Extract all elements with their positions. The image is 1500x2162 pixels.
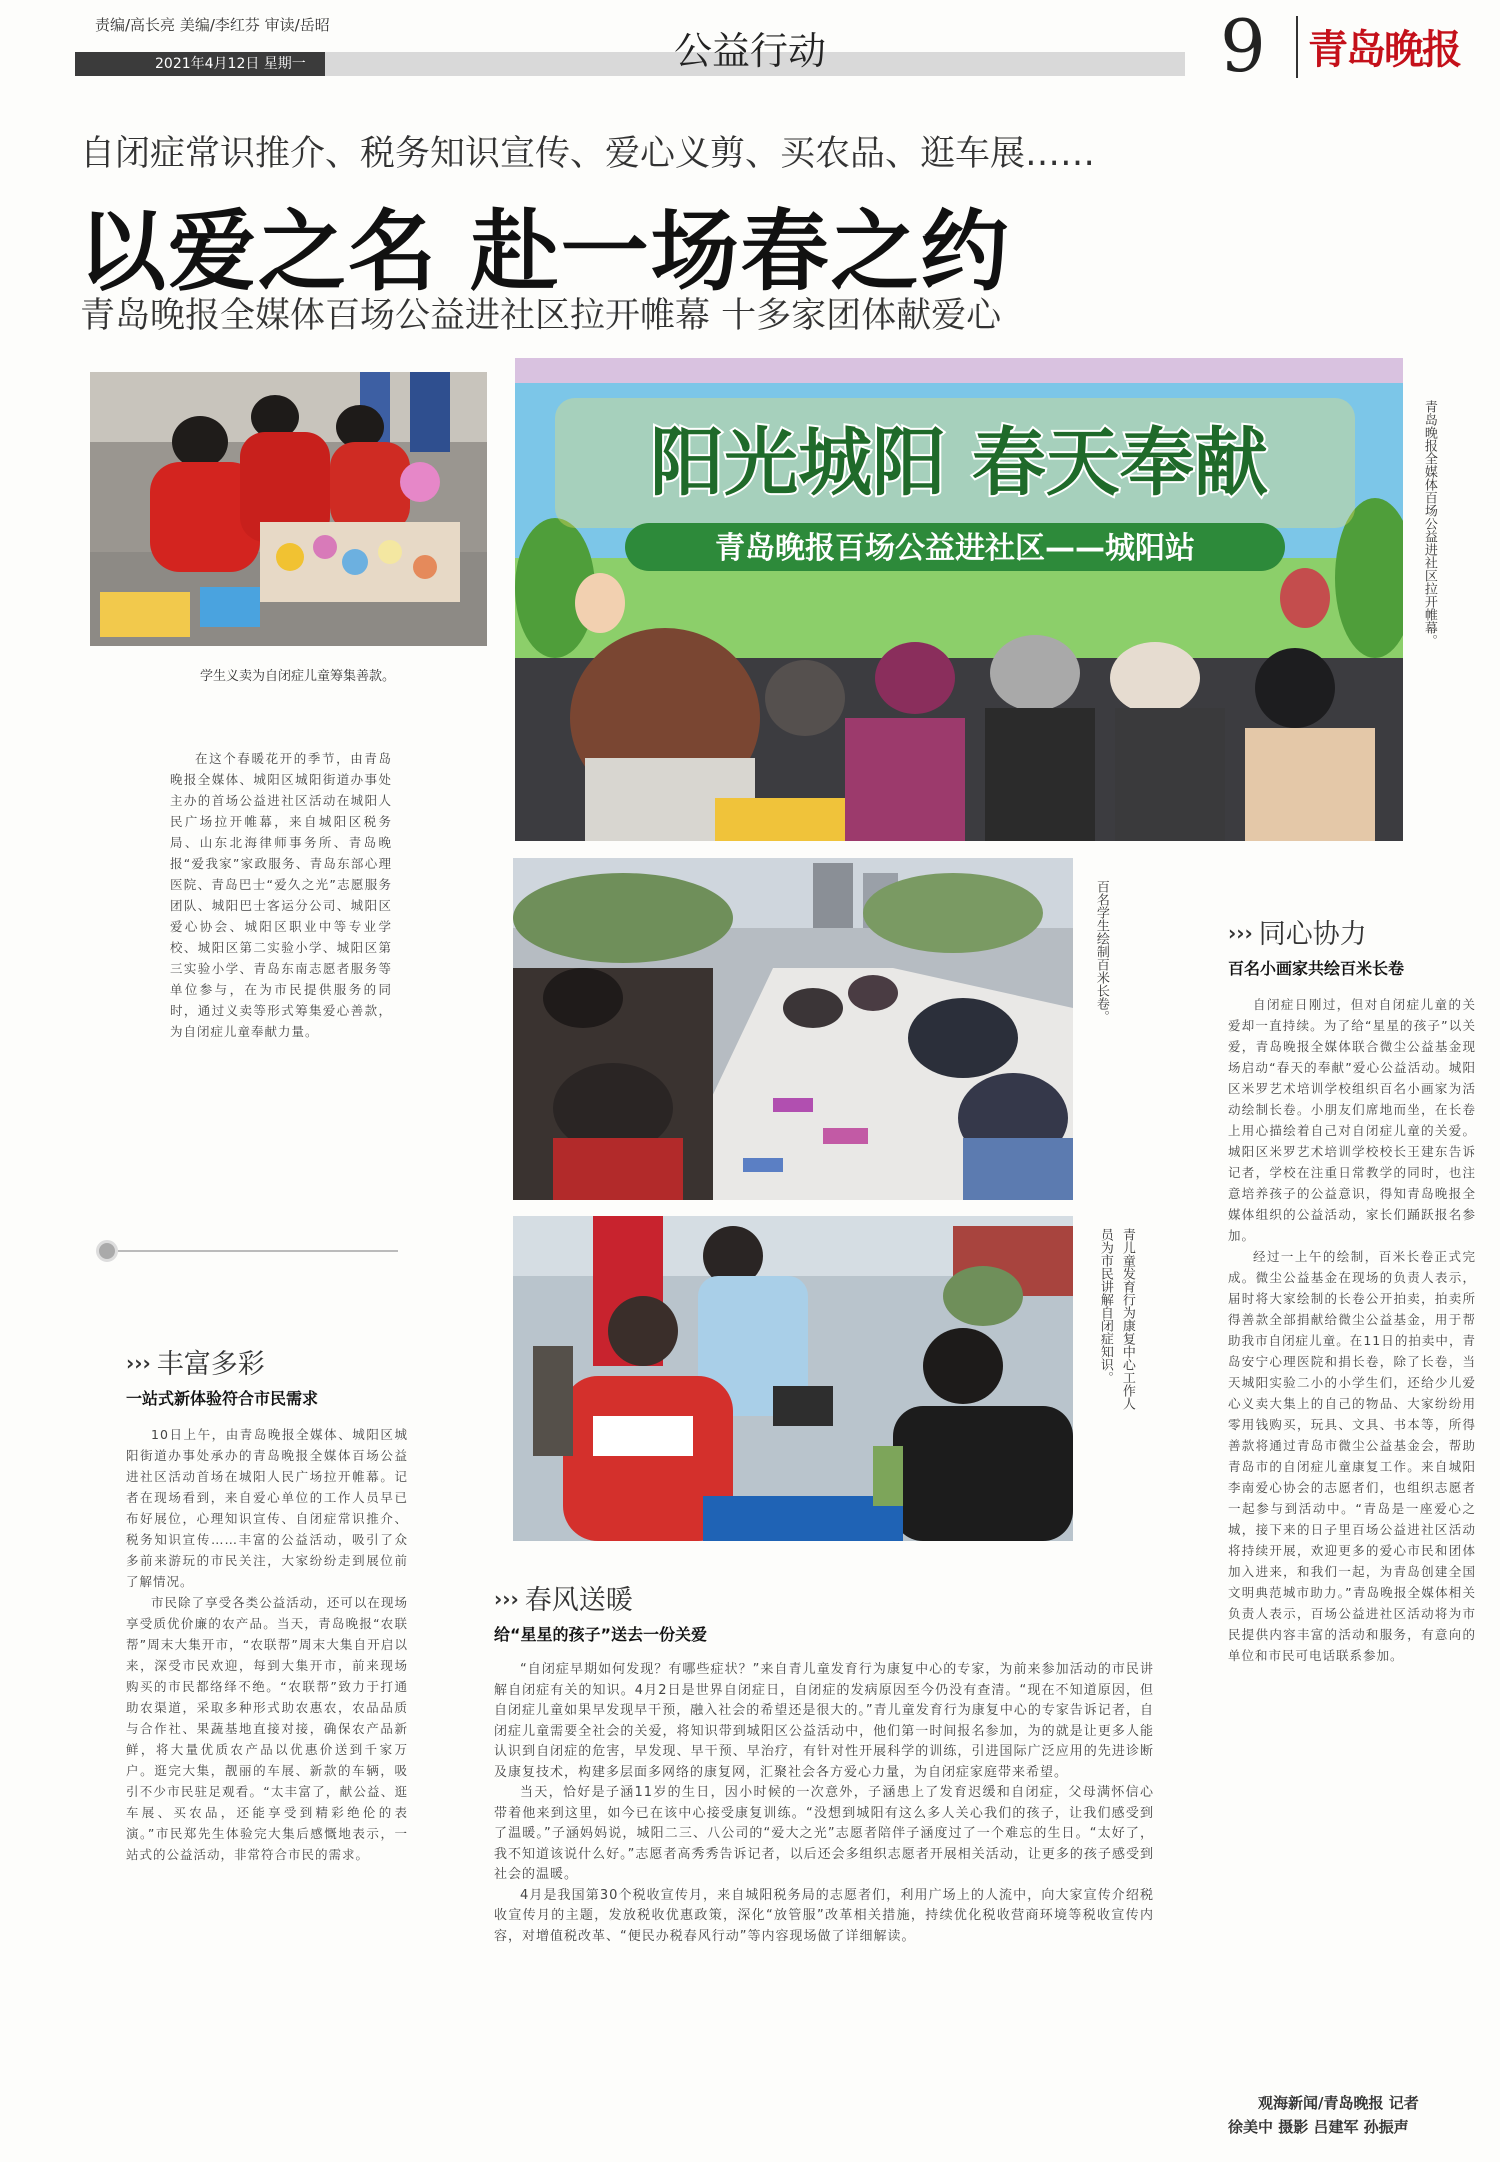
section1-title bbox=[126, 1342, 265, 1381]
photo-main-banner-image bbox=[515, 358, 1403, 841]
photo-student-sale bbox=[90, 372, 487, 646]
section2-paragraph: “自闭症早期如何发现？有哪些症状？”来自青儿童发育行为康复中心的专家，为前来参加活动的市民讲解自闭症有关的知识。4月2日是世界自闭症日，自闭症的发病原因至今仍没有查清。“现在不知道原因，但自闭症儿童如果早发现早干预，融入社会的希望还是很大的。”青儿童发育行为康复中心的专家告诉记者，自闭症儿童需要全社会的关爱，将知识带到城阳区公益活动中，他们第一时间报名参加，为的就是让更多人能认识到自闭症的危害，早发现、早干预、早治疗，有针对性开展科学的训练，引进国际广泛应用的先进诊断及康复技术，构建多层面多网络的康复网，汇聚社会各方爱心力量，为自闭症家庭带来希望。 bbox=[494, 1662, 1154, 1780]
section3-title-text: 同心协力 bbox=[1258, 919, 1367, 950]
header-divider bbox=[1296, 16, 1298, 78]
photo-main-banner bbox=[515, 358, 1403, 841]
photo-autism-info-caption-1: 青儿童发育行为康复中心工作人 bbox=[1119, 1228, 1135, 1410]
chevron-icon: ››› bbox=[494, 1587, 519, 1611]
page-number: 9 bbox=[1220, 4, 1266, 88]
photo-student-sale-image bbox=[90, 372, 487, 646]
section3-paragraph: 经过一上午的绘制，百米长卷正式完成。微尘公益基金在现场的负责人表示，届时将大家绘制的长卷公开拍卖，拍卖所得善款全部捐献给微尘公益基金，用于帮助我市自闭症儿童。在11日的拍卖中，青岛安宁心理医院和捐长卷，除了长卷，当天城阳实验二小的小学生们，还给少儿爱心义卖大集上的自己的物品、大家纷纷用零用钱购买，玩具、文具、书本等，所得善款将通过青岛市微尘公益基金会，帮助青岛市的自闭症儿童康复工作。来自城阳李南爱心协会的志愿者们，也组织志愿者一起参与到活动中。“青岛是一座爱心之城，接下来的日子里百场公益进社区活动将持续开展，欢迎更多的爱心市民和团体加入进来，和我们一起，为青岛创建全国文明典范城市助力。”青岛晚报全媒体相关负责人表示，百场公益进社区活动将为市民提供内容丰富的活动和服务，有意向的单位和市民可电话联系参加。 bbox=[1228, 1249, 1476, 1663]
section2-title-text: 春风送暖 bbox=[524, 1585, 633, 1616]
section2-title bbox=[494, 1578, 633, 1617]
section2-paragraph: 当天，恰好是子涵11岁的生日，因小时候的一次意外，子涵患上了发育迟缓和自闭症，父母满怀信心带着他来到这里，如今已在该中心接受康复训练。“没想到城阳有这么多人关心我们的孩子，让我们感受到了温暖。”子涵妈妈说，城阳二三、八公司的“爱大之光”志愿者陪伴子涵度过了一个难忘的生日。“太好了，我不知道该说什么好。”志愿者高秀秀告诉记者，以后还会多组织志愿者开展相关活动，让更多的孩子感受到社会的温暖。 bbox=[494, 1785, 1154, 1882]
intro-column bbox=[170, 748, 392, 1198]
chevron-icon: ››› bbox=[1228, 921, 1253, 945]
photo-autism-info bbox=[513, 1216, 1073, 1541]
section3-body bbox=[1228, 994, 1476, 2084]
section-title: 公益行动 bbox=[673, 29, 826, 73]
headline-kicker: 自闭症常识推介、税务知识宣传、爱心义剪、买农品、逛车展…… bbox=[80, 134, 1096, 174]
section-divider-line bbox=[118, 1250, 398, 1252]
photo-student-sale-caption: 学生义卖为自闭症儿童筹集善款。 bbox=[200, 669, 396, 684]
photo-autism-info-image bbox=[513, 1216, 1073, 1541]
byline-reporter: 观海新闻/青岛晚报 记者 bbox=[1258, 2094, 1419, 2112]
main-headline: 以爱之名 赴一场春之约 bbox=[78, 200, 1011, 303]
photo-scroll-painting bbox=[513, 858, 1073, 1200]
section3-paragraph: 自闭症日刚过，但对自闭症儿童的关爱却一直持续。为了给“星星的孩子”以关爱，青岛晚报全媒体联合微尘公益基金现场启动“春天的奉献”爱心公益活动。城阳区米罗艺术培训学校组织百名小画家为活动绘制长卷。小朋友们席地而坐，在长卷上用心描绘着自己对自闭症儿童的关爱。城阳区米罗艺术培训学校校长王建东告诉记者，学校在注重日常教学的同时，也注意培养孩子的公益意识，得知青岛晚报全媒体组织的公益活动，家长们踊跃报名参加。 bbox=[1228, 997, 1476, 1243]
sub-headline: 青岛晚报全媒体百场公益进社区拉开帷幕 十多家团体献爱心 bbox=[80, 296, 1002, 336]
photo-main-banner-caption: 青岛晚报全媒体百场公益进社区拉开帷幕。 bbox=[1421, 400, 1437, 647]
section1-paragraph: 市民除了享受各类公益活动，还可以在现场享受质优价廉的农产品。当天，青岛晚报“农联帮”周末大集开市，“农联帮”周末大集自开启以来，深受市民欢迎，每到大集开市，前来现场购买的市民都络绎不绝。“农联帮”致力于打通助农渠道，采取多种形式助农惠农，农品品质与合作社、果蔬基地直接对接，确保农产品新鲜，将大量优质农产品以优惠价送到千家万户。逛完大集，靓丽的车展、新款的车辆，吸引不少市民驻足观看。“太丰富了，献公益、逛车展、买农品，还能享受到精彩绝伦的表演。”市民郑先生体验完大集后感慨地表示，一站式的公益活动，非常符合市民的需求。 bbox=[126, 1595, 408, 1862]
section2-subtitle: 给“星星的孩子”送去一份关爱 bbox=[494, 1625, 708, 1644]
photo-autism-info-caption-2: 员为市民讲解自闭症知识。 bbox=[1097, 1228, 1113, 1384]
section1-subtitle: 一站式新体验符合市民需求 bbox=[126, 1389, 319, 1408]
section3-subtitle: 百名小画家共绘百米长卷 bbox=[1228, 959, 1405, 978]
section1-body bbox=[126, 1424, 408, 2142]
byline-photographers: 徐美中 摄影 吕建军 孙振声 bbox=[1228, 2118, 1409, 2136]
section1-paragraph: 10日上午，由青岛晚报全媒体、城阳区城阳街道办事处承办的青岛晚报全媒体百场公益进社区活动首场在城阳人民广场拉开帷幕。记者在现场看到，来自爱心单位的工作人员早已布好展位，心理知识宣传、自闭症常识推介、税务知识宣传……丰富的公益活动，吸引了众多前来游玩的市民关注，大家纷纷走到展位前了解情况。 bbox=[126, 1427, 408, 1589]
section2-paragraph: 4月是我国第30个税收宣传月，来自城阳税务局的志愿者们，利用广场上的人流中，向大家宣传介绍税收宣传月的主题，发放税收优惠政策，深化“放管服”改革相关措施，持续优化税收营商环境等税收宣传内容，对增值税改革、“便民办税春风行动”等内容现场做了详细解读。 bbox=[494, 1887, 1154, 1944]
section3-title bbox=[1228, 912, 1367, 951]
issue-date: 2021年4月12日 星期一 bbox=[75, 52, 325, 76]
photo-scroll-painting-caption: 百名学生绘制百米长卷。 bbox=[1093, 880, 1109, 1023]
newspaper-logo: 青岛晚报 bbox=[1308, 26, 1460, 73]
section2-body bbox=[494, 1660, 1154, 2148]
intro-paragraph: 在这个春暖花开的季节，由青岛晚报全媒体、城阳区城阳街道办事处主办的首场公益进社区活动在城阳人民广场拉开帷幕，来自城阳区税务局、山东北海律师事务所、青岛晚报“爱我家”家政服务、青岛东部心理医院、青岛巴士“爱久之光”志愿服务团队、城阳巴士客运分公司、城阳区爱心协会、城阳区职业中等专业学校、城阳区第二实验小学、城阳区第三实验小学、青岛东南志愿者服务等单位参与，在为市民提供服务的同时，通过义卖等形式筹集爱心善款，为自闭症儿童奉献力量。 bbox=[170, 751, 392, 1039]
editor-credits: 责编/高长亮 美编/李红芬 审读/岳昭 bbox=[95, 16, 330, 34]
section1-title-text: 丰富多彩 bbox=[156, 1349, 265, 1380]
section-divider-dot bbox=[96, 1240, 118, 1262]
photo-scroll-painting-image bbox=[513, 858, 1073, 1200]
banner-sub-text: 青岛晚报百场公益进社区——城阳站 bbox=[715, 531, 1195, 566]
chevron-icon: ››› bbox=[126, 1351, 151, 1375]
banner-main-text: 阳光城阳 春天奉献 bbox=[650, 420, 1268, 506]
